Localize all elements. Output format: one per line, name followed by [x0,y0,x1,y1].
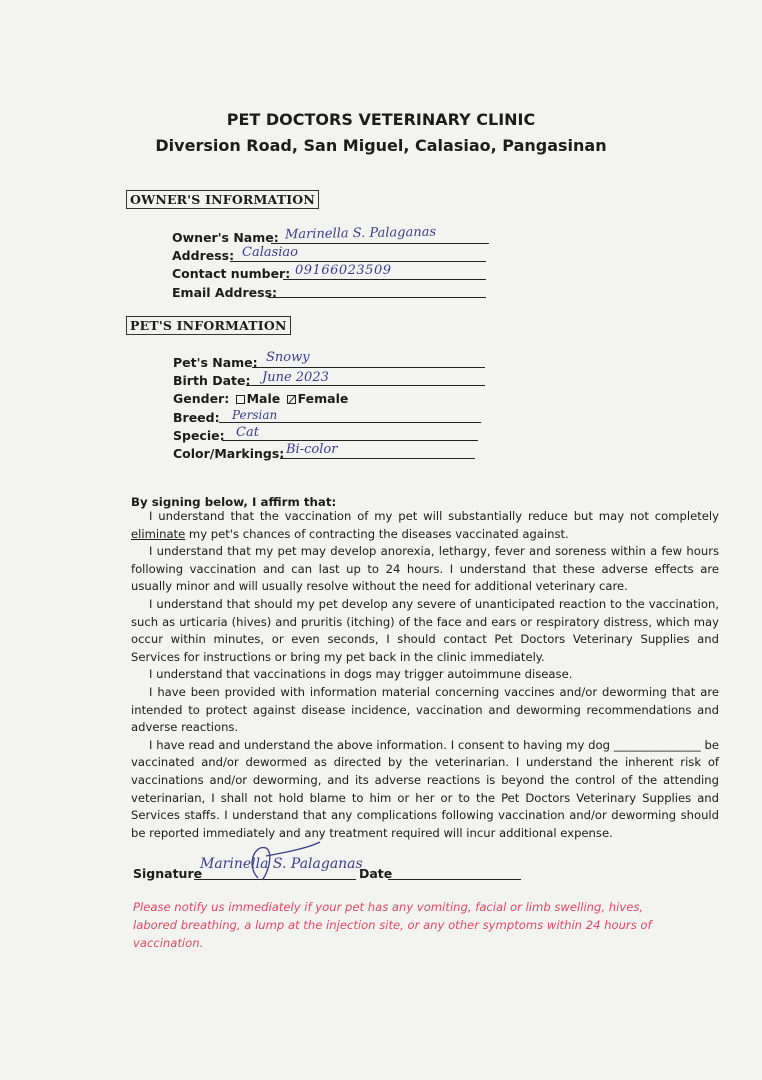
pet-name-value[interactable]: Snowy [266,350,310,365]
consent-body [131,508,719,842]
gender-row [173,391,348,406]
gender-label: Gender: [173,391,230,406]
birth-date-value[interactable]: June 2023 [262,370,329,385]
owner-name-line [271,243,489,244]
owner-name-value[interactable]: Marinella S. Palaganas [284,224,437,243]
birth-date-line [246,385,485,386]
consent-p1-end: my pet's chances of contracting the diseases vaccinated against. [185,526,569,541]
male-option: Male [246,391,281,406]
specie-line [222,440,478,441]
owner-name-label: Owner's Name: [172,230,279,245]
pet-section-title: PET'S INFORMATION [126,316,291,335]
date-line [388,879,521,880]
consent-paragraph: I have been provided with information material concerning vaccines and/or deworming that are intended to protect against disease incidence, vaccination and deworming recommendations and adverse reactions. [131,684,719,735]
address-line [230,261,486,262]
contact-label: Contact number: [172,266,291,281]
specie-label: Specie: [173,428,225,443]
pet-name-label: Pet's Name: [173,355,258,370]
signature-value[interactable]: Marinella S. Palaganas [200,856,363,872]
address-label: Address: [172,248,235,263]
color-label: Color/Markings: [173,446,285,461]
consent-heading: By signing below, I affirm that: [131,495,337,509]
post-vaccination-note: Please notify us immediately if your pet has any vomiting, facial or limb swelling, hives, labored breathing, a lump at the injection site, or any other symptoms within 24 hours of vaccination. [133,900,652,950]
consent-paragraph [131,737,719,843]
birth-date-label: Birth Date: [173,373,251,388]
date-label: Date [359,866,393,881]
breed-label: Breed: [173,410,220,425]
owner-section-title: OWNER'S INFORMATION [126,190,319,209]
consent-paragraph: I understand that should my pet develop any severe of unanticipated reaction to the vaccination, such as urticaria (hives) and pruritis (itching) of the face and ears or respiratory distress, which may occur within minutes, or even seconds, I should contact Pet Doctors Veterinary Supplies and Services for instructions or bring my pet back in the clinic immediately. [131,596,719,664]
breed-line [219,422,481,423]
consent-p1-start: I understand that the vaccination of my pet will substantially reduce but may not completely [149,509,719,523]
pet-name-line [252,367,485,368]
contact-line [283,279,486,280]
consent-p6-end: be vaccinated and/or dewormed as directed by the veterinarian. I understand the inherent risk of vaccinations and/or deworming, and its adverse reactions is beyond the control of the attending veterinarian, I shall not hold blame to him or her or to the Pet Doctors Veterinary Supplies and Services staffs. I understand that any complications following vaccination and/or deworming should be reported immediately and any treatment required will incur additional expense. [131,737,720,840]
signature-label: Signature [133,866,203,881]
clinic-name: PET DOCTORS VETERINARY CLINIC [226,110,536,129]
color-line [280,458,475,459]
consent-paragraph: I understand that my pet may develop anorexia, lethargy, fever and soreness within a few hours following vaccination and can last up to 24 hours. I understand that these adverse effects are usually minor and will usually resolve without the need for additional veterinary care. [131,544,719,594]
clinic-address: Diversion Road, San Miguel, Calasiao, Pangasinan [155,136,607,155]
dog-name-blank[interactable]: _______________ [613,737,701,752]
email-line [268,297,486,298]
address-value[interactable]: Calasiao [242,245,299,260]
signature-flourish-icon [228,838,338,884]
specie-value[interactable]: Cat [236,425,259,440]
contact-value[interactable]: 09166023509 [295,263,392,278]
male-checkbox[interactable] [236,395,245,404]
consent-p1-underlined: eliminate [131,526,186,541]
consent-paragraph [131,508,719,543]
female-option: Female [297,391,349,406]
consent-paragraph: I understand that vaccinations in dogs may trigger autoimmune disease. [149,667,573,682]
consent-p6-start: I have read and understand the above information. I consent to having my dog [149,737,614,752]
female-checkbox[interactable] [287,395,296,404]
email-label: Email Address: [172,285,278,300]
breed-value[interactable]: Persian [232,408,278,422]
color-value[interactable]: Bi-color [286,442,338,457]
